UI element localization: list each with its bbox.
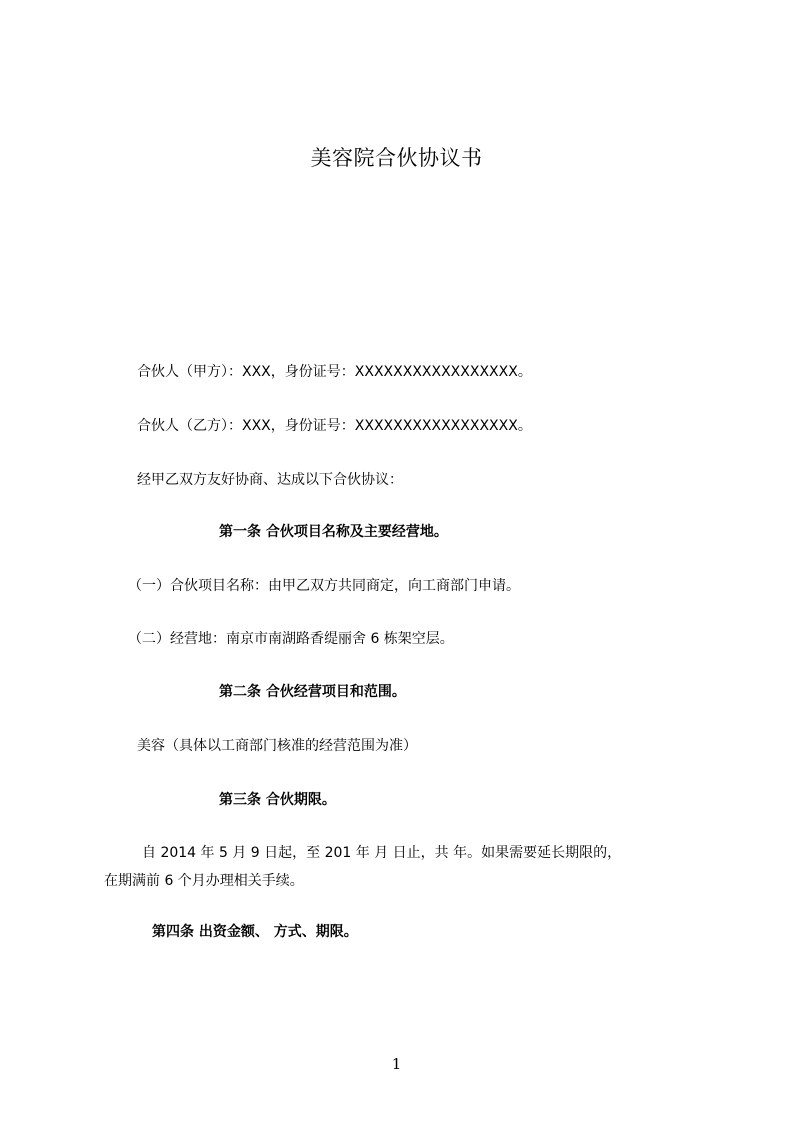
article1-item2: （二）经营地：南京市南湖路香缇丽舍 6 栋架空层。 — [128, 631, 454, 647]
party-a-line: 合伙人（甲方）：XXX，身份证号：XXXXXXXXXXXXXXXXX。 — [137, 364, 532, 380]
document-title: 美容院合伙协议书 — [310, 146, 483, 170]
party-b-line: 合伙人（乙方）：XXX，身份证号：XXXXXXXXXXXXXXXXX。 — [137, 418, 532, 434]
article1-heading: 第一条 合伙项目名称及主要经营地。 — [219, 524, 448, 540]
intro-paragraph: 经甲乙双方友好协商、达成以下合伙协议： — [137, 472, 403, 488]
article3-body-line2: 在期满前 6 个月办理相关手续。 — [104, 873, 304, 889]
article2-body: 美容（具体以工商部门核准的经营范围为准） — [137, 738, 417, 754]
page-number: 1 — [391, 1055, 402, 1073]
article4-heading: 第四条 出资金额、 方式、期限。 — [152, 924, 358, 940]
article1-item1: （一）合伙项目名称：由甲乙双方共同商定，向工商部门申请。 — [128, 578, 520, 594]
article3-heading: 第三条 合伙期限。 — [219, 792, 336, 808]
article2-heading: 第二条 合伙经营项目和范围。 — [219, 684, 406, 700]
article3-body-line1: 自 2014 年 5 月 9 日起，至 201 年 月 日止，共 年。如果需要延长期限的， — [142, 845, 622, 861]
